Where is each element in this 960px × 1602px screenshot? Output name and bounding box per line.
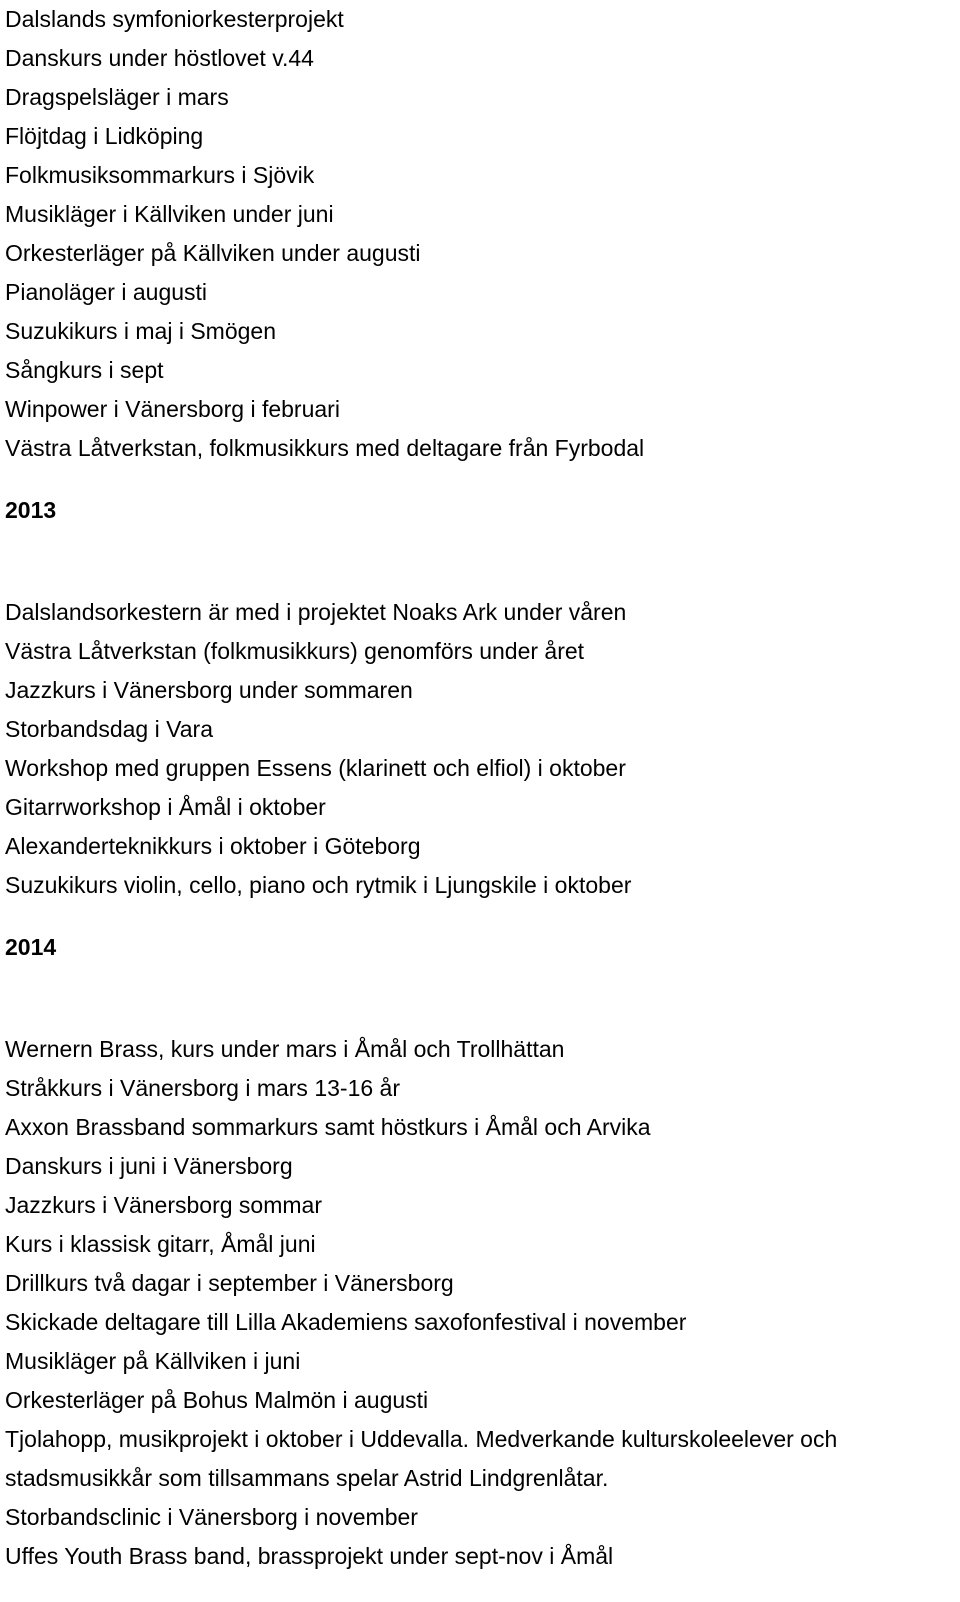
- section-2012-list: [5, 0, 950, 468]
- list-item: Winpower i Vänersborg i februari: [5, 396, 340, 422]
- section-heading-2014: 2014: [5, 934, 57, 960]
- list-item: Orkesterläger på Källviken under augusti: [5, 240, 421, 266]
- list-item: Västra Låtverkstan (folkmusikkurs) genomförs under året: [5, 638, 585, 664]
- list-item: Drillkurs två dagar i september i Vänersborg: [5, 1270, 454, 1296]
- list-item: Jazzkurs i Vänersborg under sommaren: [5, 677, 413, 703]
- list-item: Dragspelsläger i mars: [5, 84, 229, 110]
- list-item: Alexanderteknikkurs i oktober i Göteborg: [5, 833, 421, 859]
- section-heading-2013: 2013: [5, 497, 57, 523]
- list-item: Skickade deltagare till Lilla Akademiens saxofonfestival i november: [5, 1309, 687, 1335]
- list-item: Musikläger på Källviken i juni: [5, 1348, 301, 1374]
- list-item: Storbandsclinic i Vänersborg i november: [5, 1504, 418, 1530]
- list-item: Pianoläger i augusti: [5, 279, 208, 305]
- list-item: Workshop med gruppen Essens (klarinett och elfiol) i oktober: [5, 755, 626, 781]
- list-item: Västra Låtverkstan, folkmusikkurs med deltagare från Fyrbodal: [5, 435, 645, 461]
- document-page: [5, 0, 950, 1576]
- section-2014-list: [5, 1030, 950, 1576]
- list-item: Dalslandsorkestern är med i projektet Noaks Ark under våren: [5, 599, 627, 625]
- list-item: Orkesterläger på Bohus Malmön i augusti: [5, 1387, 429, 1413]
- list-item: Suzukikurs i maj i Smögen: [5, 318, 276, 344]
- list-item: Folkmusiksommarkurs i Sjövik: [5, 162, 315, 188]
- list-item: Kurs i klassisk gitarr, Åmål juni: [5, 1231, 316, 1257]
- list-item: Storbandsdag i Vara: [5, 716, 213, 742]
- list-item: Gitarrworkshop i Åmål i oktober: [5, 794, 326, 820]
- list-item: Musikläger i Källviken under juni: [5, 201, 334, 227]
- list-item: Suzukikurs violin, cello, piano och rytmik i Ljungskile i oktober: [5, 872, 632, 898]
- list-item: Flöjtdag i Lidköping: [5, 123, 204, 149]
- list-item: Axxon Brassband sommarkurs samt höstkurs i Åmål och Arvika: [5, 1114, 651, 1140]
- list-item: Uffes Youth Brass band, brassprojekt under sept-nov i Åmål: [5, 1543, 614, 1569]
- section-2013-list: [5, 593, 950, 905]
- list-item: Danskurs under höstlovet v.44: [5, 45, 314, 71]
- list-item: Jazzkurs i Vänersborg sommar: [5, 1192, 322, 1218]
- list-item: Sångkurs i sept: [5, 357, 164, 383]
- list-item: Wernern Brass, kurs under mars i Åmål och Trollhättan: [5, 1036, 565, 1062]
- list-item: Tjolahopp, musikprojekt i oktober i Uddevalla. Medverkande kulturskoleelever och stadsmusikkår som tillsammans spelar Astrid Lindgrenlåtar.: [5, 1426, 838, 1491]
- list-item: Dalslands symfoniorkesterprojekt: [5, 6, 344, 32]
- list-item: Stråkkurs i Vänersborg i mars 13-16 år: [5, 1075, 400, 1101]
- list-item: Danskurs i juni i Vänersborg: [5, 1153, 293, 1179]
